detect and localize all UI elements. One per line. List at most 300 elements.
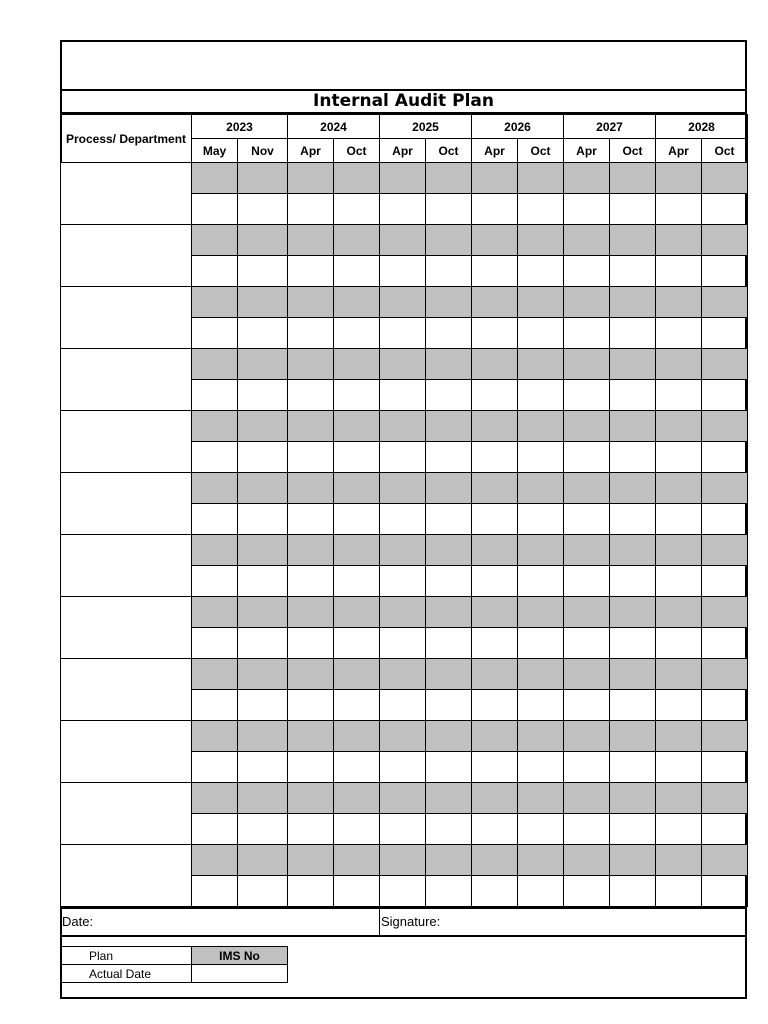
plan-cell[interactable] [288,163,334,194]
actual-cell[interactable] [610,318,656,349]
actual-cell[interactable] [380,814,426,845]
plan-cell[interactable] [238,845,288,876]
actual-cell[interactable] [192,876,238,907]
actual-cell[interactable] [472,194,518,225]
plan-cell[interactable] [656,473,702,504]
plan-cell[interactable] [334,473,380,504]
actual-cell[interactable] [564,752,610,783]
actual-cell[interactable] [426,690,472,721]
actual-cell[interactable] [288,752,334,783]
actual-cell[interactable] [518,814,564,845]
plan-cell[interactable] [192,783,238,814]
plan-cell[interactable] [334,535,380,566]
department-cell[interactable] [61,597,192,659]
actual-cell[interactable] [610,504,656,535]
plan-cell[interactable] [426,287,472,318]
plan-cell[interactable] [518,225,564,256]
actual-cell[interactable] [380,752,426,783]
actual-cell[interactable] [656,504,702,535]
actual-cell[interactable] [192,628,238,659]
actual-cell[interactable] [192,318,238,349]
actual-cell[interactable] [288,566,334,597]
actual-cell[interactable] [518,504,564,535]
actual-cell[interactable] [472,318,518,349]
plan-cell[interactable] [472,845,518,876]
plan-cell[interactable] [380,597,426,628]
actual-cell[interactable] [380,318,426,349]
plan-cell[interactable] [702,659,748,690]
plan-cell[interactable] [334,411,380,442]
plan-cell[interactable] [334,597,380,628]
actual-cell[interactable] [564,690,610,721]
actual-cell[interactable] [192,504,238,535]
actual-cell[interactable] [288,814,334,845]
department-cell[interactable] [61,659,192,721]
plan-cell[interactable] [610,535,656,566]
actual-cell[interactable] [288,256,334,287]
actual-cell[interactable] [380,690,426,721]
plan-cell[interactable] [380,535,426,566]
actual-cell[interactable] [334,876,380,907]
actual-cell[interactable] [564,566,610,597]
plan-cell[interactable] [518,473,564,504]
actual-cell[interactable] [656,194,702,225]
actual-cell[interactable] [426,380,472,411]
actual-cell[interactable] [518,318,564,349]
department-cell[interactable] [61,845,192,907]
plan-cell[interactable] [426,783,472,814]
actual-cell[interactable] [518,380,564,411]
plan-cell[interactable] [192,225,238,256]
actual-cell[interactable] [426,256,472,287]
plan-cell[interactable] [702,349,748,380]
actual-cell[interactable] [192,380,238,411]
actual-cell[interactable] [472,628,518,659]
actual-cell[interactable] [472,442,518,473]
department-cell[interactable] [61,225,192,287]
actual-cell[interactable] [564,442,610,473]
actual-cell[interactable] [192,814,238,845]
plan-cell[interactable] [610,721,656,752]
actual-cell[interactable] [564,504,610,535]
plan-cell[interactable] [656,225,702,256]
plan-cell[interactable] [238,411,288,442]
actual-cell[interactable] [564,876,610,907]
plan-cell[interactable] [702,411,748,442]
plan-cell[interactable] [238,473,288,504]
plan-cell[interactable] [518,349,564,380]
plan-cell[interactable] [656,411,702,442]
plan-cell[interactable] [564,411,610,442]
actual-cell[interactable] [192,566,238,597]
actual-cell[interactable] [610,628,656,659]
plan-cell[interactable] [702,473,748,504]
plan-cell[interactable] [472,163,518,194]
plan-cell[interactable] [564,473,610,504]
actual-cell[interactable] [426,194,472,225]
actual-cell[interactable] [334,566,380,597]
department-cell[interactable] [61,411,192,473]
actual-cell[interactable] [472,380,518,411]
plan-cell[interactable] [564,163,610,194]
plan-cell[interactable] [426,163,472,194]
actual-cell[interactable] [334,628,380,659]
department-cell[interactable] [61,783,192,845]
actual-cell[interactable] [192,752,238,783]
plan-cell[interactable] [426,535,472,566]
plan-cell[interactable] [192,287,238,318]
actual-cell[interactable] [518,194,564,225]
department-cell[interactable] [61,287,192,349]
plan-cell[interactable] [334,845,380,876]
plan-cell[interactable] [564,287,610,318]
actual-cell[interactable] [334,194,380,225]
actual-cell[interactable] [426,814,472,845]
plan-cell[interactable] [288,597,334,628]
plan-cell[interactable] [192,845,238,876]
actual-cell[interactable] [702,814,748,845]
plan-cell[interactable] [702,225,748,256]
plan-cell[interactable] [518,287,564,318]
actual-cell[interactable] [334,442,380,473]
actual-cell[interactable] [426,442,472,473]
actual-cell[interactable] [610,690,656,721]
plan-cell[interactable] [472,411,518,442]
plan-cell[interactable] [518,597,564,628]
plan-cell[interactable] [426,473,472,504]
department-cell[interactable] [61,721,192,783]
actual-cell[interactable] [472,814,518,845]
actual-cell[interactable] [380,876,426,907]
plan-cell[interactable] [426,597,472,628]
actual-cell[interactable] [238,380,288,411]
actual-cell[interactable] [334,380,380,411]
actual-cell[interactable] [518,256,564,287]
plan-cell[interactable] [610,287,656,318]
actual-cell[interactable] [656,318,702,349]
plan-cell[interactable] [472,349,518,380]
plan-cell[interactable] [192,659,238,690]
plan-cell[interactable] [702,163,748,194]
plan-cell[interactable] [288,225,334,256]
actual-cell[interactable] [518,876,564,907]
plan-cell[interactable] [702,535,748,566]
plan-cell[interactable] [518,411,564,442]
actual-cell[interactable] [656,752,702,783]
actual-cell[interactable] [610,752,656,783]
actual-cell[interactable] [610,814,656,845]
actual-cell[interactable] [610,566,656,597]
actual-cell[interactable] [702,566,748,597]
actual-cell[interactable] [238,442,288,473]
plan-cell[interactable] [564,597,610,628]
actual-cell[interactable] [702,752,748,783]
actual-cell[interactable] [518,442,564,473]
plan-cell[interactable] [380,845,426,876]
actual-cell[interactable] [610,380,656,411]
actual-cell[interactable] [656,876,702,907]
actual-cell[interactable] [334,504,380,535]
actual-cell[interactable] [564,194,610,225]
plan-cell[interactable] [288,659,334,690]
plan-cell[interactable] [610,225,656,256]
plan-cell[interactable] [518,659,564,690]
plan-cell[interactable] [380,287,426,318]
actual-cell[interactable] [334,814,380,845]
plan-cell[interactable] [238,597,288,628]
actual-cell[interactable] [564,256,610,287]
actual-cell[interactable] [288,380,334,411]
plan-cell[interactable] [656,535,702,566]
plan-cell[interactable] [564,721,610,752]
plan-cell[interactable] [656,163,702,194]
plan-cell[interactable] [426,411,472,442]
plan-cell[interactable] [192,411,238,442]
department-cell[interactable] [61,473,192,535]
plan-cell[interactable] [472,659,518,690]
plan-cell[interactable] [564,349,610,380]
plan-cell[interactable] [192,721,238,752]
actual-cell[interactable] [334,318,380,349]
plan-cell[interactable] [334,225,380,256]
plan-cell[interactable] [238,659,288,690]
actual-cell[interactable] [288,194,334,225]
actual-cell[interactable] [238,194,288,225]
plan-cell[interactable] [656,783,702,814]
actual-cell[interactable] [288,876,334,907]
plan-cell[interactable] [702,783,748,814]
actual-cell[interactable] [238,752,288,783]
actual-cell[interactable] [564,318,610,349]
plan-cell[interactable] [610,411,656,442]
plan-cell[interactable] [518,783,564,814]
actual-cell[interactable] [656,442,702,473]
actual-cell[interactable] [288,690,334,721]
actual-cell[interactable] [288,504,334,535]
actual-cell[interactable] [426,566,472,597]
actual-cell[interactable] [472,876,518,907]
plan-cell[interactable] [702,287,748,318]
actual-cell[interactable] [238,876,288,907]
actual-cell[interactable] [238,256,288,287]
plan-cell[interactable] [610,845,656,876]
plan-cell[interactable] [472,783,518,814]
plan-cell[interactable] [472,225,518,256]
plan-cell[interactable] [334,659,380,690]
plan-cell[interactable] [288,535,334,566]
actual-cell[interactable] [610,256,656,287]
plan-cell[interactable] [610,597,656,628]
plan-cell[interactable] [564,783,610,814]
actual-cell[interactable] [288,628,334,659]
actual-cell[interactable] [334,690,380,721]
actual-cell[interactable] [192,194,238,225]
department-cell[interactable] [61,163,192,225]
plan-cell[interactable] [472,721,518,752]
plan-cell[interactable] [238,225,288,256]
plan-cell[interactable] [334,349,380,380]
actual-cell[interactable] [564,380,610,411]
actual-cell[interactable] [518,566,564,597]
actual-cell[interactable] [238,504,288,535]
actual-cell[interactable] [702,256,748,287]
actual-cell[interactable] [426,318,472,349]
actual-cell[interactable] [518,628,564,659]
plan-cell[interactable] [288,845,334,876]
plan-cell[interactable] [288,349,334,380]
department-cell[interactable] [61,349,192,411]
plan-cell[interactable] [192,535,238,566]
plan-cell[interactable] [238,287,288,318]
plan-cell[interactable] [238,783,288,814]
actual-cell[interactable] [238,814,288,845]
plan-cell[interactable] [564,845,610,876]
actual-cell[interactable] [656,814,702,845]
plan-cell[interactable] [472,597,518,628]
plan-cell[interactable] [426,659,472,690]
plan-cell[interactable] [380,225,426,256]
actual-cell[interactable] [518,752,564,783]
actual-cell[interactable] [610,194,656,225]
plan-cell[interactable] [610,473,656,504]
plan-cell[interactable] [288,411,334,442]
plan-cell[interactable] [610,659,656,690]
plan-cell[interactable] [238,163,288,194]
plan-cell[interactable] [426,721,472,752]
actual-cell[interactable] [564,814,610,845]
plan-cell[interactable] [426,845,472,876]
plan-cell[interactable] [702,597,748,628]
plan-cell[interactable] [192,473,238,504]
plan-cell[interactable] [518,535,564,566]
plan-cell[interactable] [472,287,518,318]
plan-cell[interactable] [334,287,380,318]
actual-cell[interactable] [656,256,702,287]
plan-cell[interactable] [702,721,748,752]
plan-cell[interactable] [518,845,564,876]
actual-cell[interactable] [426,504,472,535]
plan-cell[interactable] [518,721,564,752]
actual-cell[interactable] [702,380,748,411]
plan-cell[interactable] [564,535,610,566]
plan-cell[interactable] [610,349,656,380]
plan-cell[interactable] [380,783,426,814]
actual-cell[interactable] [334,752,380,783]
plan-cell[interactable] [472,535,518,566]
plan-cell[interactable] [426,349,472,380]
actual-cell[interactable] [656,380,702,411]
actual-cell[interactable] [426,752,472,783]
actual-cell[interactable] [334,256,380,287]
actual-cell[interactable] [192,690,238,721]
actual-cell[interactable] [702,690,748,721]
actual-cell[interactable] [192,256,238,287]
plan-cell[interactable] [656,721,702,752]
plan-cell[interactable] [380,349,426,380]
actual-cell[interactable] [610,442,656,473]
plan-cell[interactable] [192,349,238,380]
plan-cell[interactable] [610,783,656,814]
plan-cell[interactable] [426,225,472,256]
actual-cell[interactable] [472,752,518,783]
actual-cell[interactable] [238,690,288,721]
actual-cell[interactable] [238,628,288,659]
actual-cell[interactable] [380,566,426,597]
plan-cell[interactable] [288,473,334,504]
actual-cell[interactable] [426,628,472,659]
actual-cell[interactable] [380,256,426,287]
actual-cell[interactable] [380,442,426,473]
actual-cell[interactable] [238,566,288,597]
actual-cell[interactable] [288,442,334,473]
department-cell[interactable] [61,535,192,597]
plan-cell[interactable] [380,721,426,752]
actual-cell[interactable] [472,256,518,287]
plan-cell[interactable] [334,783,380,814]
plan-cell[interactable] [610,163,656,194]
plan-cell[interactable] [656,349,702,380]
actual-cell[interactable] [472,690,518,721]
actual-cell[interactable] [472,504,518,535]
plan-cell[interactable] [288,721,334,752]
actual-cell[interactable] [380,194,426,225]
actual-cell[interactable] [238,318,288,349]
actual-cell[interactable] [702,628,748,659]
actual-cell[interactable] [702,194,748,225]
actual-cell[interactable] [288,318,334,349]
plan-cell[interactable] [238,535,288,566]
plan-cell[interactable] [564,659,610,690]
plan-cell[interactable] [380,163,426,194]
plan-cell[interactable] [238,349,288,380]
actual-cell[interactable] [702,442,748,473]
plan-cell[interactable] [656,597,702,628]
actual-cell[interactable] [656,566,702,597]
actual-cell[interactable] [702,504,748,535]
plan-cell[interactable] [192,597,238,628]
actual-cell[interactable] [702,876,748,907]
actual-cell[interactable] [610,876,656,907]
actual-cell[interactable] [564,628,610,659]
plan-cell[interactable] [380,659,426,690]
plan-cell[interactable] [564,225,610,256]
plan-cell[interactable] [472,473,518,504]
actual-cell[interactable] [380,380,426,411]
actual-cell[interactable] [472,566,518,597]
actual-cell[interactable] [702,318,748,349]
plan-cell[interactable] [702,845,748,876]
plan-cell[interactable] [380,473,426,504]
actual-cell[interactable] [380,504,426,535]
plan-cell[interactable] [192,163,238,194]
plan-cell[interactable] [334,163,380,194]
plan-cell[interactable] [238,721,288,752]
plan-cell[interactable] [380,411,426,442]
plan-cell[interactable] [656,845,702,876]
plan-cell[interactable] [656,287,702,318]
actual-cell[interactable] [426,876,472,907]
plan-cell[interactable] [334,721,380,752]
actual-cell[interactable] [380,628,426,659]
plan-cell[interactable] [288,287,334,318]
actual-cell[interactable] [656,628,702,659]
actual-cell[interactable] [518,690,564,721]
actual-cell[interactable] [192,442,238,473]
plan-cell[interactable] [656,659,702,690]
plan-cell[interactable] [288,783,334,814]
actual-cell[interactable] [656,690,702,721]
plan-cell[interactable] [518,163,564,194]
